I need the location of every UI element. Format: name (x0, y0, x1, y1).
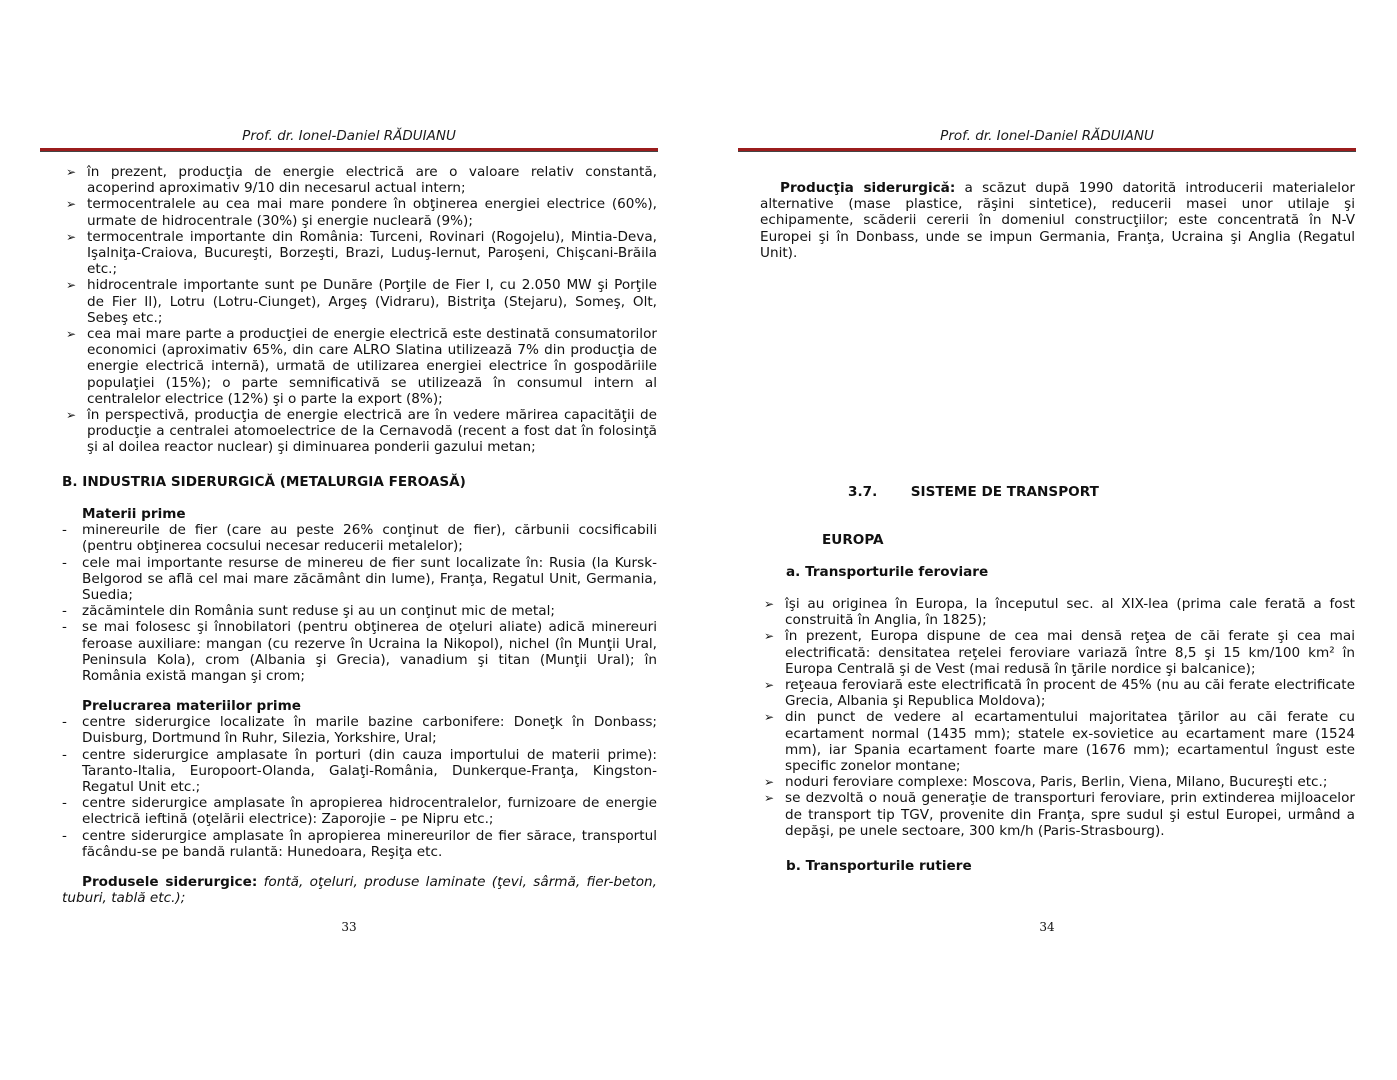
produse-paragraph (62, 874, 657, 906)
bullet-item: ➢ cea mai mare parte a producţiei de energie electrică este destinată consumatorilor economici (aproximativ 65%, din care ALRO Slatina utilizează 7% din producţia de energie electrică internă), urmată de utilizarea energiei electrice în gospodăriile populaţiei (15%); o parte semnificativă se utilizează în consumul intern al centralelor electrice (12%) şi o parte la export (8%); (62, 326, 657, 407)
produse-label: Produsele siderurgice: (82, 874, 258, 890)
page-header: Prof. dr. Ionel-Daniel RĂDUIANU (242, 128, 456, 144)
bullet-item: ➢ noduri feroviare complexe: Moscova, Paris, Berlin, Viena, Milano, Bucureşti etc.; (760, 774, 1355, 790)
bullet-item: ➢ din punct de vedere al ecartamentului majoritatea ţărilor au căi ferate cu ecartament normal (1435 mm); statele ex-sovietice au ecartament mare (1524 mm), iar Spania ecartament foarte mare (1676 mm); ecartamentul îngust este specific zonelor montane; (760, 709, 1355, 774)
bullet-item: ➢ în perspectivă, producţia de energie electrică are în vedere mărirea capacităţii de producţie a centralei atomoelectrice de la Cernavodă (recent a fost dat în folosinţă şi al doilea reactor nuclear) şi diminuarea ponderii gazului metan; (62, 407, 657, 456)
list-item: - centre siderurgice amplasate în apropierea hidrocentralelor, furnizoare de energie electrică ieftină (oţelării electrice): Zaporojie – pe Nipru etc.; (62, 795, 657, 827)
bullet-item: ➢ în prezent, Europa dispune de cea mai densă reţea de căi ferate şi cea mai electrificată: densitatea reţelei feroviare variază între 8,5 şi 15 km/100 km² în Europa Centrală şi de Vest (mai redusă în ţările nordice şi balcanice); (760, 628, 1355, 677)
page-number: 33 (341, 920, 357, 934)
transport-bullets (760, 596, 1355, 839)
productia-text: a scăzut după 1990 datorită introducerii materialelor alternative (mase plastice, răşini sintetice), reducerii masei unor utilaje şi echipamente, scăderii cererii în domeniul construcţiilor; este concentrată în N-V Europei şi în Donbass, unde se impun Germania, Franţa, Ucraina şi Anglia (Regatul Unit). (760, 180, 1355, 261)
list-item: - zăcămintele din România sunt reduse şi au un conţinut mic de metal; (62, 603, 657, 619)
bullet-item: ➢ termocentrale importante din România: Turceni, Rovinari (Rogojelu), Mintia-Deva, Işalniţa-Craiova, Bucureşti, Borzeşti, Brazi, Luduş-Iernut, Paroşeni, Chişcani-Brăila etc.; (62, 229, 657, 278)
section-heading (848, 484, 1248, 500)
subsection-title: Prelucrarea materiilor prime (82, 698, 301, 714)
page-number: 34 (1039, 920, 1055, 934)
subsection-a: a. Transporturile feroviare (786, 564, 989, 580)
subsection-title: Materii prime (82, 506, 186, 522)
header-rule (738, 148, 1356, 151)
bullet-item: ➢ îşi au originea în Europa, la începutul sec. al XIX-lea (prima cale ferată a fost construită în Anglia, în 1825); (760, 596, 1355, 628)
list-item: - se mai folosesc şi înnobilatori (pentru obţinerea de oţeluri aliate) adică minereuri feroase auxiliare: mangan (cu rezerve în Ucraina la Nikopol), nichel (în Munţii Ural, Peninsula Kola), crom (Albania şi Grecia), vanadium şi titan (Munţii Ural); în România există mangan şi crom; (62, 619, 657, 684)
section-title: SISTEME DE TRANSPORT (910, 484, 1099, 500)
page-header: Prof. dr. Ionel-Daniel RĂDUIANU (940, 128, 1154, 144)
prelucrare-block (62, 698, 657, 860)
bullet-item: ➢ hidrocentrale importante sunt pe Dunăre (Porţile de Fier I, cu 2.050 MW şi Porţile de Fier II), Lotru (Lotru-Ciunget), Argeş (Vidraru), Bistriţa (Stejaru), Someş, Olt, Sebeş etc.; (62, 277, 657, 326)
energy-bullets (62, 164, 657, 456)
section-number: 3.7. (848, 484, 878, 500)
bullet-item: ➢ reţeaua feroviară este electrificată în procent de 45% (nu au căi ferate electrificate Grecia, Albania şi Republica Moldova); (760, 677, 1355, 709)
region-title: EUROPA (822, 532, 884, 548)
list-item: - centre siderurgice localizate în marile bazine carbonifere: Doneţk în Donbass; Duisburg, Dortmund în Ruhr, Silezia, Yorkshire, Ural; (62, 714, 657, 746)
materii-prime-block (62, 506, 657, 684)
header-rule (40, 148, 658, 151)
produse-text: fontă, oţeluri, produse laminate (ţevi, sârmă, fier-beton, tuburi, tablă etc.); (62, 874, 657, 907)
bullet-item: ➢ se dezvoltă o nouă generaţie de transporturi feroviare, prin extinderea mijloacelor de transport tip TGV, provenite din Franţa, spre sudul şi estul Europei, urmând a depăşi, pe unele sectoare, 300 km/h (Paris-Strasbourg). (760, 790, 1355, 839)
productia-label: Producţia siderurgică: (780, 180, 956, 196)
list-item: - centre siderurgice amplasate în apropierea minereurilor de fier sărace, transportul făcându-se pe bandă rulantă: Hunedoara, Reşiţa etc. (62, 828, 657, 860)
bullet-item: ➢ în prezent, producţia de energie electrică are o valoare relativ constantă, acoperind aproximativ 9/10 din necesarul actual intern; (62, 164, 657, 196)
list-item: - cele mai importante resurse de minereu de fier sunt localizate în: Rusia (la Kursk-Belgorod se află cel mai mare zăcământ din lume), Franţa, Regatul Unit, Germania, Suedia; (62, 555, 657, 604)
bullet-item: ➢ termocentralele au cea mai mare pondere în obţinerea energiei electrice (60%), urmate de hidrocentrale (30%) şi energie nucleară (9%); (62, 196, 657, 228)
productia-paragraph (760, 180, 1355, 261)
list-item: - centre siderurgice amplasate în porturi (din cauza importului de materii prime): Taranto-Italia, Europoort-Olanda, Galaţi-România, Dunkerque-Franţa, Kingston-Regatul Unit etc.; (62, 747, 657, 796)
subsection-b: b. Transporturile rutiere (786, 858, 972, 874)
section-title: B. INDUSTRIA SIDERURGICĂ (METALURGIA FEROASĂ) (62, 474, 466, 490)
list-item: - minereurile de fier (care au peste 26% conţinut de fier), cărbunii cocsificabili (pentru obţinerea cocsului necesar reducerii metalelor); (62, 522, 657, 554)
